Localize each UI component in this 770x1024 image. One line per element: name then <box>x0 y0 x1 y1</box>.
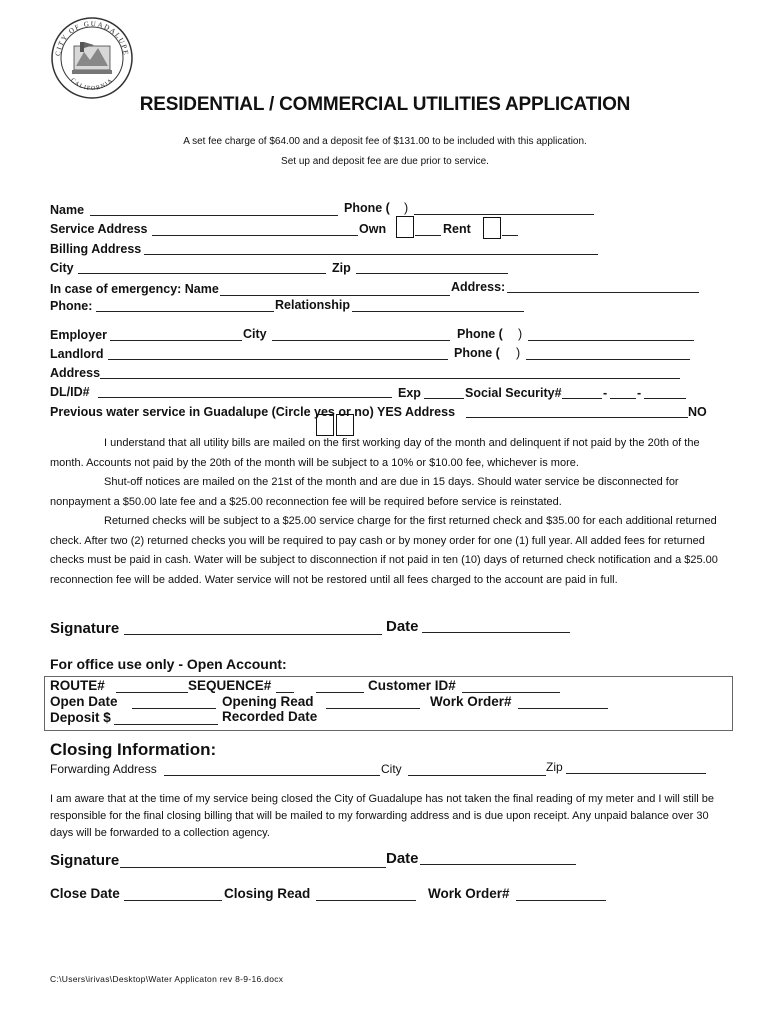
name-label: Name <box>50 203 85 217</box>
close-date-field[interactable] <box>124 900 222 901</box>
file-path-footer: C:\Users\irivas\Desktop\Water Applicaton rev 8-9-16.docx <box>50 974 284 984</box>
closing-read-label: Closing Read <box>224 886 311 901</box>
due-notice: Set up and deposit fee are due prior to service. <box>281 156 489 167</box>
billing-address-field[interactable] <box>144 254 598 255</box>
closing-heading: Closing Information: <box>50 740 217 759</box>
closing-city-label: City <box>381 762 402 776</box>
customer-id-field[interactable] <box>462 692 560 693</box>
closing-zip-label: Zip <box>546 760 563 774</box>
ssn-dash-1: - <box>603 386 608 400</box>
close-date-label: Close Date <box>50 886 120 901</box>
terms-paragraph-billing: I understand that all utility bills are mailed on the first working day of the month and delinquent if not paid by the 20th of the month. Accounts not paid by the 20th of the month will be subject to a 10% or $10.00 fee, whichever is more. <box>50 437 700 469</box>
closing-work-order-label: Work Order# <box>428 886 510 901</box>
previous-service-label: Previous water service in Guadalupe (Circle yes or no) YES Address <box>50 405 456 419</box>
opening-read-field[interactable] <box>326 708 420 709</box>
terms-paragraph-returned-checks: Returned checks will be subject to a $25.00 service charge for the first returned check and $35.00 for each additional returned check. After two (2) returned checks you will be required to pay cash or by money order for one (1) full year. All added fees for returned checks must be paid in cash. Water will be subject to disconnection if not paid in ten (10) days of returned check notification and a $25.00 reconnection fee will be added. Water service will not be restored until all fees charged to the account are paid in full. <box>50 515 718 586</box>
deposit-field[interactable] <box>114 724 218 725</box>
rent-label: Rent <box>443 222 471 236</box>
own-underline <box>415 235 441 236</box>
employer-field[interactable] <box>110 340 242 341</box>
landlord-field[interactable] <box>108 359 448 360</box>
dl-id-field[interactable] <box>98 397 392 398</box>
ssn-label: Social Security# <box>465 386 562 400</box>
phone-field[interactable] <box>414 214 594 215</box>
recorded-date-label: Recorded Date <box>222 709 318 724</box>
exp-label: Exp <box>398 386 421 400</box>
signature-date-label: Date <box>386 618 419 635</box>
rent-checkbox[interactable] <box>483 217 501 239</box>
closing-signature-label: Signature <box>50 852 120 869</box>
signature-field[interactable] <box>124 634 382 635</box>
forwarding-address-field[interactable] <box>164 775 380 776</box>
zip-field[interactable] <box>356 273 508 274</box>
closing-date-field[interactable] <box>420 864 576 865</box>
employer-phone-paren: ) <box>518 327 523 341</box>
emergency-name-field[interactable] <box>220 295 450 296</box>
ssn-field-2[interactable] <box>610 398 636 399</box>
svg-text:CALIFORNIA <box>69 77 115 92</box>
opening-read-label: Opening Read <box>222 694 314 709</box>
phone-label: Phone ( <box>344 201 390 215</box>
no-checkbox[interactable] <box>336 414 354 436</box>
city-seal-icon <box>50 16 134 100</box>
closing-date-label: Date <box>386 850 419 867</box>
own-checkbox[interactable] <box>396 216 414 238</box>
exp-field[interactable] <box>424 398 464 399</box>
zip-label: Zip <box>332 261 351 275</box>
relationship-field[interactable] <box>352 311 524 312</box>
sequence-field-2[interactable] <box>316 692 364 693</box>
seal-top-text: CITY OF GUADALUPE <box>53 19 131 57</box>
landlord-phone-label: Phone ( <box>454 346 500 360</box>
emergency-address-label: Address: <box>451 280 506 294</box>
own-label: Own <box>359 222 387 236</box>
page-title: RESIDENTIAL / COMMERCIAL UTILITIES APPLICATION <box>139 94 631 115</box>
route-field[interactable] <box>116 692 188 693</box>
emergency-address-field[interactable] <box>507 292 699 293</box>
dl-id-label: DL/ID# <box>50 385 90 399</box>
emergency-phone-field[interactable] <box>96 311 274 312</box>
landlord-phone-paren: ) <box>516 346 521 360</box>
fee-notice: A set fee charge of $64.00 and a deposit fee of $131.00 to be included with this application. <box>183 136 587 147</box>
open-date-field[interactable] <box>132 708 216 709</box>
service-address-field[interactable] <box>152 235 358 236</box>
emergency-name-label: In case of emergency: Name <box>50 282 219 296</box>
employer-phone-label: Phone ( <box>457 327 503 341</box>
closing-city-field[interactable] <box>408 775 546 776</box>
yes-checkbox[interactable] <box>316 414 334 436</box>
landlord-phone-field[interactable] <box>526 359 690 360</box>
signature-label: Signature <box>50 620 120 637</box>
relationship-label: Relationship <box>275 298 351 312</box>
ssn-field-3[interactable] <box>644 398 686 399</box>
work-order-label: Work Order# <box>430 694 512 709</box>
closing-zip-field[interactable] <box>566 773 706 774</box>
seal-bottom-text: CALIFORNIA <box>69 77 115 93</box>
name-field[interactable] <box>90 215 338 216</box>
rent-underline <box>502 235 518 236</box>
no-label: NO <box>688 405 707 419</box>
sequence-label: SEQUENCE# <box>188 678 272 693</box>
employer-phone-field[interactable] <box>528 340 694 341</box>
closing-statement: I am aware that at the time of my service being closed the City of Guadalupe has not taken the final reading of my meter and I will still be responsible for the final closing billing that will be mailed to my forwarding address and is due upon receipt. Any unpaid balance over 30 days will be forwarded to a collection agency. <box>50 793 715 839</box>
signature-date-field[interactable] <box>422 632 570 633</box>
ssn-field-1[interactable] <box>562 398 602 399</box>
city-label: City <box>50 261 74 275</box>
closing-read-field[interactable] <box>316 900 416 901</box>
previous-address-field[interactable] <box>466 417 688 418</box>
work-order-field[interactable] <box>518 708 608 709</box>
deposit-label: Deposit $ <box>50 710 111 725</box>
billing-address-label: Billing Address <box>50 242 142 256</box>
phone-paren: ) <box>404 201 409 215</box>
route-label: ROUTE# <box>50 678 105 693</box>
customer-id-label: Customer ID# <box>368 678 456 693</box>
city-field[interactable] <box>78 273 326 274</box>
employer-label: Employer <box>50 328 107 342</box>
office-use-heading: For office use only - Open Account: <box>50 656 287 672</box>
employer-city-field[interactable] <box>272 340 450 341</box>
closing-signature-field[interactable] <box>120 867 386 868</box>
terms-paragraph-shutoff: Shut-off notices are mailed on the 21st of the month and are due in 15 days. Should water service be disconnected for nonpayment a $50.00 late fee and a $25.00 reconnection fee will be required before service is reinstated. <box>50 476 679 508</box>
employer-city-label: City <box>243 327 267 341</box>
service-address-label: Service Address <box>50 222 148 236</box>
landlord-label: Landlord <box>50 347 104 361</box>
terms-block <box>50 434 718 590</box>
landlord-address-label: Address <box>50 366 101 380</box>
ssn-dash-2: - <box>637 386 642 400</box>
sequence-field-1[interactable] <box>276 692 294 693</box>
closing-work-order-field[interactable] <box>516 900 606 901</box>
forwarding-address-label: Forwarding Address <box>50 762 157 776</box>
open-date-label: Open Date <box>50 694 118 709</box>
emergency-phone-label: Phone: <box>50 299 93 313</box>
landlord-address-field[interactable] <box>100 378 680 379</box>
